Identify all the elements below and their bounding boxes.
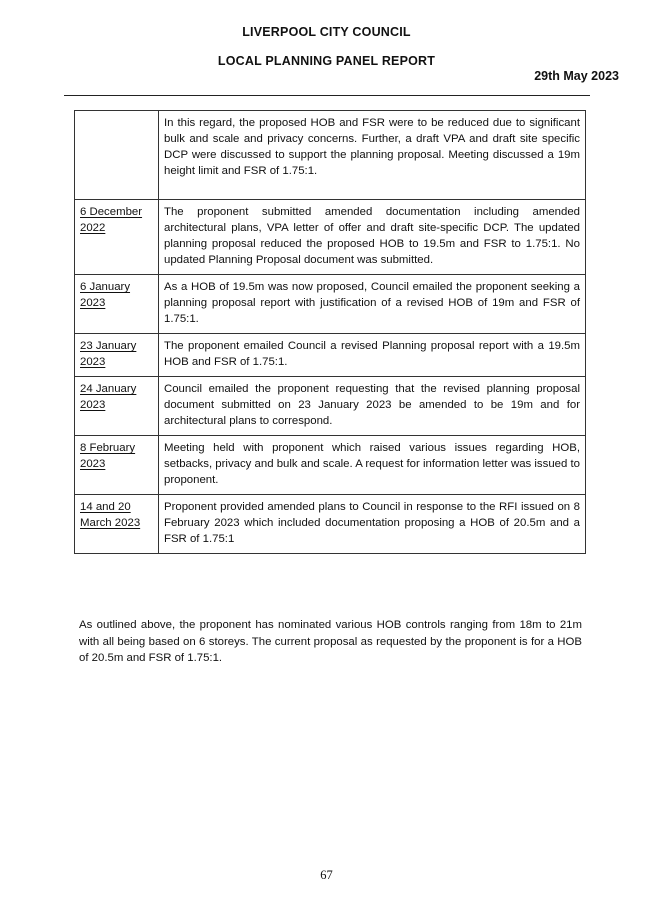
- report-date: 29th May 2023: [534, 69, 619, 83]
- table-row: [75, 334, 586, 377]
- row-date: [75, 111, 159, 200]
- table-row: [75, 275, 586, 334]
- report-title: LOCAL PLANNING PANEL REPORT: [217, 54, 436, 68]
- row-date: 8 February 2023: [75, 436, 159, 495]
- row-description: Meeting held with proponent which raised various issues regarding HOB, setbacks, privacy and bulk and scale. A request for information letter was issued to proponent.: [159, 436, 586, 495]
- page-number: 67: [320, 868, 333, 882]
- row-description: As a HOB of 19.5m was now proposed, Council emailed the proponent seeking a planning proposal report with justification of a revised HOB of 19m and FSR of 1.75:1.: [159, 275, 586, 334]
- chronology-table: [74, 110, 586, 554]
- table-row: [75, 495, 586, 554]
- table-row: [75, 200, 586, 275]
- table-row: [75, 111, 586, 200]
- row-description: The proponent emailed Council a revised Planning proposal report with a 19.5m HOB and FSR of 1.75:1.: [159, 334, 586, 377]
- row-date: 14 and 20 March 2023: [75, 495, 159, 554]
- row-date: 6 January 2023: [75, 275, 159, 334]
- header-divider: [64, 95, 590, 96]
- row-date: 6 December 2022: [75, 200, 159, 275]
- row-date: 23 January 2023: [75, 334, 159, 377]
- row-description: Proponent provided amended plans to Council in response to the RFI issued on 8 February 2023 which included documentation proposing a HOB of 20.5m and a FSR of 1.75:1: [159, 495, 586, 554]
- row-description: Council emailed the proponent requesting that the revised planning proposal document submitted on 23 January 2023 be amended to be 19m and for architectural plans to correspond.: [159, 377, 586, 436]
- row-date: 24 January 2023: [75, 377, 159, 436]
- row-description: The proponent submitted amended documentation including amended architectural plans, VPA letter of offer and draft site-specific DCP. The updated planning proposal reduced the proposed HOB to 19.5m and FSR to 1.75:1. No updated Planning Proposal document was submitted.: [159, 200, 586, 275]
- table-row: [75, 436, 586, 495]
- row-description: In this regard, the proposed HOB and FSR were to be reduced due to significant bulk and scale and privacy concerns. Further, a draft VPA and draft site specific DCP were discussed to support the planning proposal. Meeting discussed a 19m height limit and FSR of 1.75:1.: [159, 111, 586, 200]
- table-row: [75, 377, 586, 436]
- summary-paragraph: As outlined above, the proponent has nominated various HOB controls ranging from 18m to 21m with all being based on 6 storeys. The current proposal as requested by the proponent is for a HOB of 20.5m and FSR of 1.75:1.: [79, 619, 582, 665]
- council-name: LIVERPOOL CITY COUNCIL: [242, 25, 411, 39]
